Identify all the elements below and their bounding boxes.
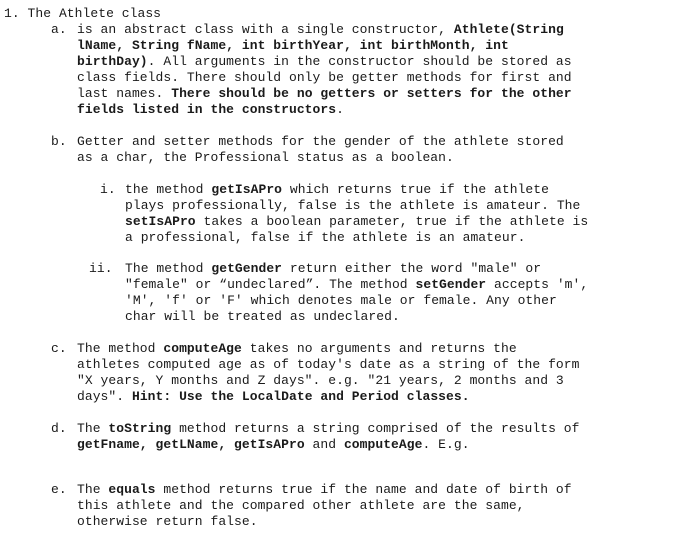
item-b-text-line (77, 134, 564, 150)
text-run: The (77, 482, 109, 497)
item-c-text-line (77, 341, 517, 357)
bold-text-run: There should be no getters or setters for the other (171, 86, 572, 101)
item-b-text-line (77, 150, 454, 166)
bold-text-run: equals (108, 482, 156, 497)
item-c-text-line (77, 357, 579, 373)
text-run: plays professionally, false is the athlete is amateur. The (125, 198, 581, 213)
bold-text-run: getFname, getLName, getIsAPro (77, 437, 305, 452)
bold-text-run: setIsAPro (125, 214, 196, 229)
item-c-text-line (77, 373, 564, 389)
text-run: return either the word "male" or (282, 261, 542, 276)
text-run: "X years, Y months and Z days". e.g. "21 years, 2 months and 3 (77, 373, 564, 388)
bold-text-run: getGender (211, 261, 283, 276)
text-run: Getter and setter methods for the gender of the athlete stored (77, 134, 564, 149)
subitem-ii-text-line (125, 277, 588, 293)
text-run: char will be treated as undeclared. (125, 309, 400, 324)
bold-text-run: toString (108, 421, 172, 436)
bold-text-run: birthDay) (77, 54, 148, 69)
text-run: and (304, 437, 344, 452)
text-run: 'M', 'f' or 'F' which denotes male or female. Any other (125, 293, 557, 308)
bold-text-run: Hint: Use the LocalDate and Period classes. (131, 389, 470, 404)
subitem-i-text-line (125, 230, 525, 246)
subitem-ii-text-line (125, 309, 400, 325)
bold-text-run: computeAge (163, 341, 242, 356)
text-run: which returns true if the athlete (282, 182, 549, 197)
text-run: athletes computed age as of today's date as a string of the form (77, 357, 580, 372)
text-run: The method (77, 341, 164, 356)
bold-text-run: computeAge (343, 437, 423, 452)
text-run: takes no arguments and returns the (241, 341, 517, 356)
text-run: method returns a string comprised of the results of (171, 421, 580, 436)
item-a-text-line (77, 86, 572, 102)
text-run: The method (125, 261, 212, 276)
text-run: accepts 'm', (486, 277, 589, 292)
text-run: takes a boolean parameter, true if the athlete is (195, 214, 589, 229)
item-d-text-line (77, 421, 579, 437)
text-run: last names. (77, 86, 172, 101)
subitem-i-text-line (125, 182, 549, 198)
text-run: The (77, 421, 109, 436)
item-c-text-line (77, 389, 470, 405)
item-a-text-line (77, 102, 344, 118)
text-run: . (336, 102, 344, 117)
bold-text-run: Athlete(String (453, 22, 564, 37)
item-d-marker: d. (51, 421, 67, 436)
subitem-i-marker: i. (100, 182, 116, 197)
text-run: this athlete and the compared other athlete are the same, (77, 498, 525, 513)
item-e-text-line (77, 498, 525, 514)
text-run: days". (77, 389, 132, 404)
text-run: as a char, the Professional status as a boolean. (77, 150, 454, 165)
item-b-marker: b. (51, 134, 67, 149)
bold-text-run: fields listed in the constructors (77, 102, 337, 117)
text-run: a professional, false if the athlete is an amateur. (125, 230, 526, 245)
bold-text-run: lName, String fName, int birthYear, int birthMonth, int (77, 38, 509, 53)
text-run: is an abstract class with a single constructor, (77, 22, 454, 37)
subitem-ii-text-line (125, 261, 541, 277)
item-a-text-line (77, 38, 509, 54)
item-e-text-line (77, 482, 572, 498)
subitem-ii-text-line (125, 293, 557, 309)
text-run: otherwise return false. (77, 514, 258, 529)
item-a-marker: a. (51, 22, 67, 37)
item-e-marker: e. (51, 482, 67, 497)
section-heading: 1. The Athlete class (4, 6, 162, 21)
subitem-i-text-line (125, 214, 588, 230)
text-run: method returns true if the name and date of birth of (155, 482, 572, 497)
text-run: . E.g. (422, 437, 470, 452)
item-d-text-line (77, 437, 470, 453)
bold-text-run: getIsAPro (211, 182, 283, 197)
text-run: the method (125, 182, 212, 197)
text-run: class fields. There should only be getter methods for first and (77, 70, 572, 85)
item-a-text-line (77, 54, 572, 70)
text-run: . All arguments in the constructor should be stored as (147, 54, 572, 69)
bold-text-run: setGender (415, 277, 487, 292)
item-c-marker: c. (51, 341, 67, 356)
item-a-text-line (77, 22, 564, 38)
subitem-ii-marker: ii. (89, 261, 113, 276)
subitem-i-text-line (125, 198, 580, 214)
text-run: "female" or “undeclared”. The method (125, 277, 416, 292)
item-e-text-line (77, 514, 258, 530)
item-a-text-line (77, 70, 572, 86)
